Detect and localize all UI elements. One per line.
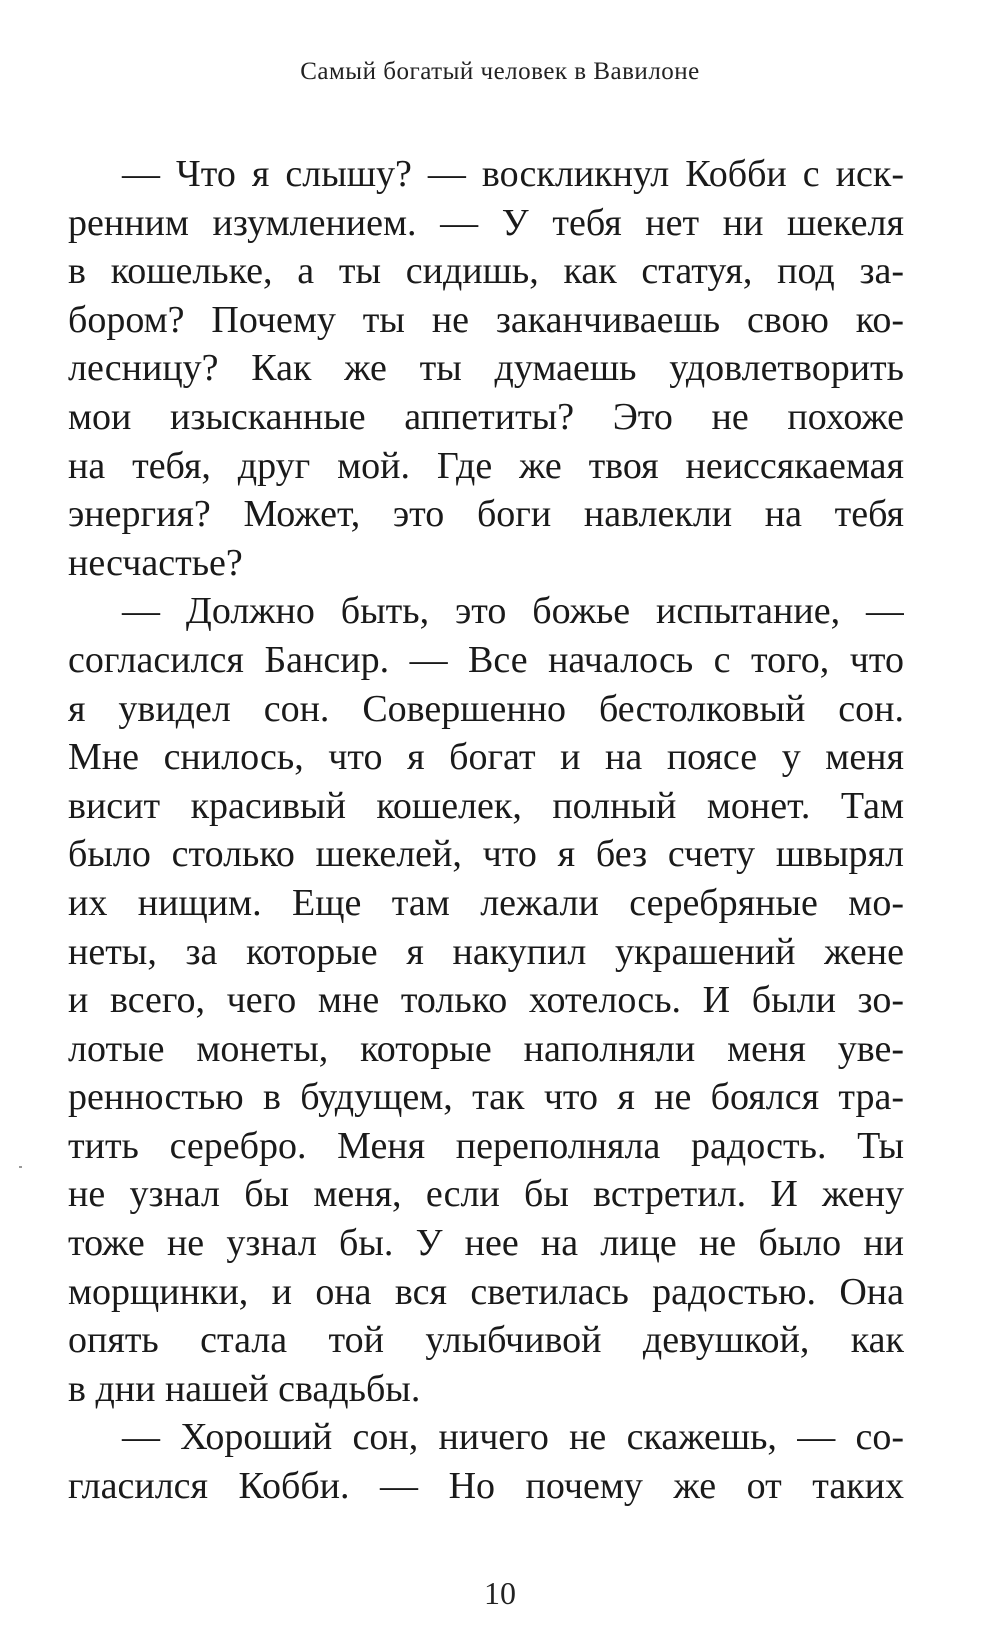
text-line: морщинки, и она вся светилась радостью. Она [68,1270,904,1313]
text-line: ренностью в будущем, так что я не боялся тра- [68,1076,904,1119]
text-line: тоже не узнал бы. У нее на лице не было ни [68,1222,904,1265]
text-line: не узнал бы меня, если бы встретил. И жену [68,1173,904,1216]
text-line: тить серебро. Меня переполняла радость. Ты [68,1124,904,1167]
text-line: опять стала той улыбчивой девушкой, как [68,1319,904,1362]
text-line: энергия? Может, это боги навлекли на тебя [68,493,904,536]
running-title: Самый богатый человек в Вавилоне [300,58,700,85]
text-line: — Хороший сон, ничего не скажешь, — со- [122,1416,904,1459]
text-line: было столько шекелей, что я без счету швырял [68,833,904,876]
text-line: — Что я слышу? — воскликнул Кобби с иск- [122,153,904,195]
text-line: их нищим. Еще там лежали серебряные мо- [68,881,904,924]
text-line: висит красивый кошелек, полный монет. Там [68,784,904,827]
text-line: лесницу? Как же ты думаешь удовлетворить [68,347,904,390]
text-line: бором? Почему ты не заканчиваешь свою ко- [68,298,904,341]
text-line: на тебя, друг мой. Где же твоя неиссякаемая [68,444,904,487]
text-line: несчастье? [68,541,243,584]
text-line: Мне снилось, что я богат и на поясе у меня [68,736,904,779]
text-line: согласился Бансир. — Все началось с того, что [68,638,904,681]
text-line: в кошельке, а ты сидишь, как статуя, под за- [68,250,904,293]
body-text [68,150,904,1511]
text-line: неты, за которые я накупил украшений жене [68,930,904,973]
text-line: в дни нашей свадьбы. [68,1367,421,1410]
text-line: я увидел сон. Совершенно бестолковый сон. [68,687,904,730]
text-line: — Должно быть, это божье испытание, — [122,590,904,633]
scan-speck [19,1166,22,1168]
text-line: и всего, чего мне только хотелось. И были зо- [68,979,904,1022]
text-line: лотые монеты, которые наполняли меня уве- [68,1027,904,1070]
text-line: гласился Кобби. — Но почему же от таких [68,1465,904,1508]
text-line: мои изысканные аппетиты? Это не похоже [68,395,904,438]
text-line: ренним изумлением. — У тебя нет ни шекеля [68,201,904,244]
page-number: 10 [484,1575,516,1611]
